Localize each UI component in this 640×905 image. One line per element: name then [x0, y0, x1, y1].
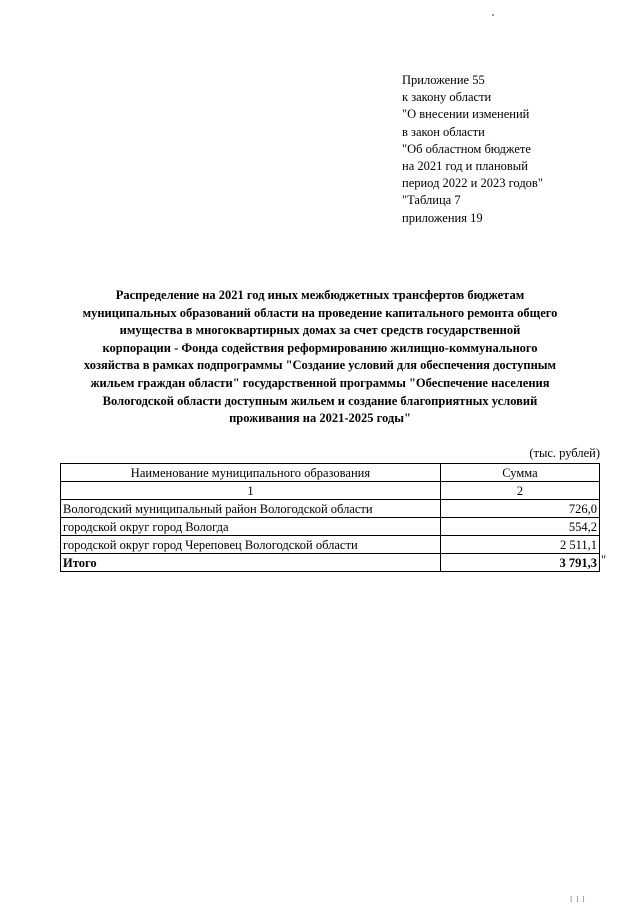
amount-value: 554,2: [440, 518, 599, 536]
municipality-name: городской округ город Череповец Вологодской области: [61, 536, 441, 554]
amount-value: 2 511,1: [440, 536, 599, 554]
header-name: Наименование муниципального образования: [61, 464, 441, 482]
scan-mark: [492, 14, 494, 16]
title-line: имущества в многоквартирных домах за счет средств государственной: [119, 323, 521, 338]
table-row: [61, 500, 600, 518]
appendix-line: приложения 19: [402, 210, 483, 225]
title-line: проживания на 2021-2025 годы": [229, 411, 411, 426]
appendix-line: "Об областном бюджете: [402, 141, 531, 156]
table-row: [61, 536, 600, 554]
footer-mark: l l l: [570, 895, 586, 904]
appendix-line: "О внесении изменений: [402, 107, 530, 122]
title-line: хозяйства в рамках подпрограммы "Создание условий для обеспечения доступным: [83, 358, 557, 373]
appendix-block: [402, 72, 632, 227]
title-line: жильем граждан области" государственной программы "Обеспечение населения: [90, 375, 550, 390]
appendix-line: период 2022 и 2023 годов": [402, 176, 543, 191]
title-line: корпорации - Фонда содействия реформированию жилищно-коммунального: [102, 340, 538, 355]
document-title: [60, 287, 580, 428]
municipality-name: Вологодский муниципальный район Вологодской области: [61, 500, 441, 518]
title-line: Вологодской области доступным жильем и создание благоприятных условий: [102, 393, 538, 408]
distribution-table: [60, 463, 600, 572]
column-number: 1: [61, 482, 441, 500]
appendix-line: к закону области: [402, 90, 492, 105]
closing-quote: ": [601, 553, 607, 567]
column-number-row: [61, 482, 600, 500]
total-row: [61, 554, 600, 572]
table-row: [61, 518, 600, 536]
amount-value: 726,0: [440, 500, 599, 518]
appendix-line: "Таблица 7: [402, 193, 461, 208]
title-line: муниципальных образований области на проведение капитального ремонта общего: [82, 305, 558, 320]
title-line: Распределение на 2021 год иных межбюджетных трансфертов бюджетам: [115, 288, 525, 302]
table-header-row: [61, 464, 600, 482]
total-label: Итого: [61, 554, 441, 572]
appendix-line: Приложение 55: [402, 73, 485, 87]
units-label: (тыс. рублей): [529, 446, 600, 460]
appendix-line: на 2021 год и плановый: [402, 159, 528, 174]
column-number: 2: [440, 482, 599, 500]
appendix-line: в закон области: [402, 124, 485, 139]
municipality-name: городской округ город Вологда: [61, 518, 441, 536]
header-amount: Сумма: [440, 464, 599, 482]
total-amount: 3 791,3: [440, 554, 599, 572]
